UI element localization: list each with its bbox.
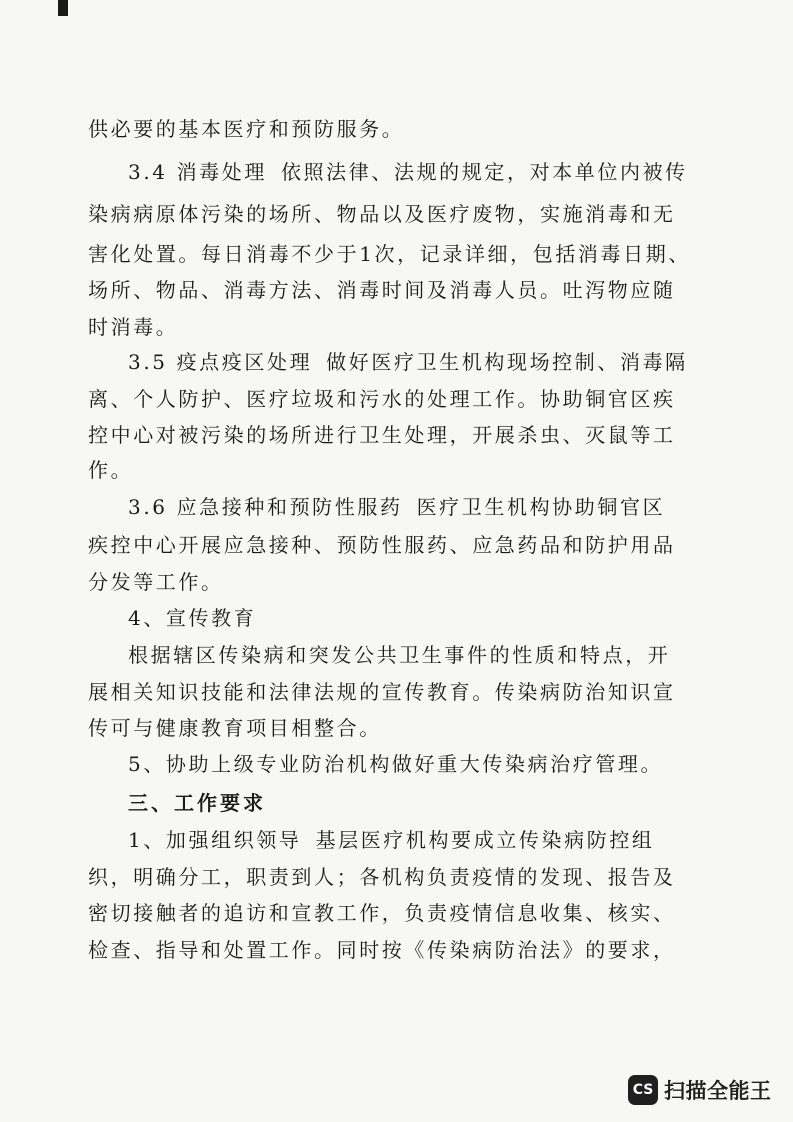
paragraph-text: 医疗卫生机构协助铜官区 [416, 495, 666, 519]
paragraph-line: 疾控中心开展应急接种、预防性服药、应急药品和防护用品 [88, 533, 676, 557]
requirement-1-line [128, 826, 728, 854]
paragraph-line: 根据辖区传染病和突发公共卫生事件的性质和特点，开 [128, 643, 671, 667]
paragraph-line: 展相关知识技能和法律法规的宣传教育。传染病防治知识宣 [88, 680, 676, 704]
section-3-6-line [128, 493, 728, 521]
paragraph-line: 密切接触者的追访和宣教工作，负责疫情信息收集、核实、 [88, 901, 676, 925]
section-label: 1、加强组织领导 [128, 828, 302, 852]
paragraph-line: 分发等工作。 [88, 570, 224, 594]
section-3-4-line [128, 158, 728, 186]
scanner-watermark [628, 1072, 772, 1108]
paragraph-line: 场所、物品、消毒方法、消毒时间及消毒人员。吐泻物应随 [88, 278, 676, 302]
section-5-line: 5、协助上级专业防治机构做好重大传染病治疗管理。 [128, 752, 664, 776]
paragraph-line: 供必要的基本医疗和预防服务。 [88, 117, 405, 141]
paragraph-text: 基层医疗机构要成立传染病防控组 [315, 828, 655, 852]
section-label: 3.5 疫点疫区处理 [128, 350, 313, 374]
watermark-text: 扫描全能王 [664, 1079, 772, 1103]
paragraph-line: 染病病原体污染的场所、物品以及医疗废物，实施消毒和无 [88, 202, 676, 226]
section-3-heading: 三、工作要求 [128, 791, 266, 815]
paragraph-line: 织，明确分工，职责到人；各机构负责疫情的发现、报告及 [88, 865, 676, 889]
paragraph-text: 做好医疗卫生机构现场控制、消毒隔 [326, 350, 688, 374]
paragraph-line: 传可与健康教育项目相整合。 [88, 716, 382, 740]
section-4-heading: 4、宣传教育 [128, 606, 257, 630]
paragraph-line: 控中心对被污染的场所进行卫生处理，开展杀虫、灭鼠等工 [88, 423, 676, 447]
camscanner-logo-icon: CS [628, 1075, 658, 1105]
section-label: 3.6 应急接种和预防性服药 [128, 495, 403, 519]
section-label: 3.4 消毒处理 [128, 160, 267, 184]
paragraph-text: 依照法律、法规的规定，对本单位内被传 [280, 160, 688, 184]
paragraph-line: 检查、指导和处置工作。同时按《传染病防治法》的要求， [88, 938, 676, 962]
paragraph-line: 作。 [88, 458, 134, 482]
paragraph-line: 害化处置。每日消毒不少于1次，记录详细，包括消毒日期、 [88, 242, 691, 266]
paragraph-line: 离、个人防护、医疗垃圾和污水的处理工作。协助铜官区疾 [88, 387, 676, 411]
paragraph-line: 时消毒。 [88, 315, 179, 339]
section-3-5-line [128, 348, 728, 376]
